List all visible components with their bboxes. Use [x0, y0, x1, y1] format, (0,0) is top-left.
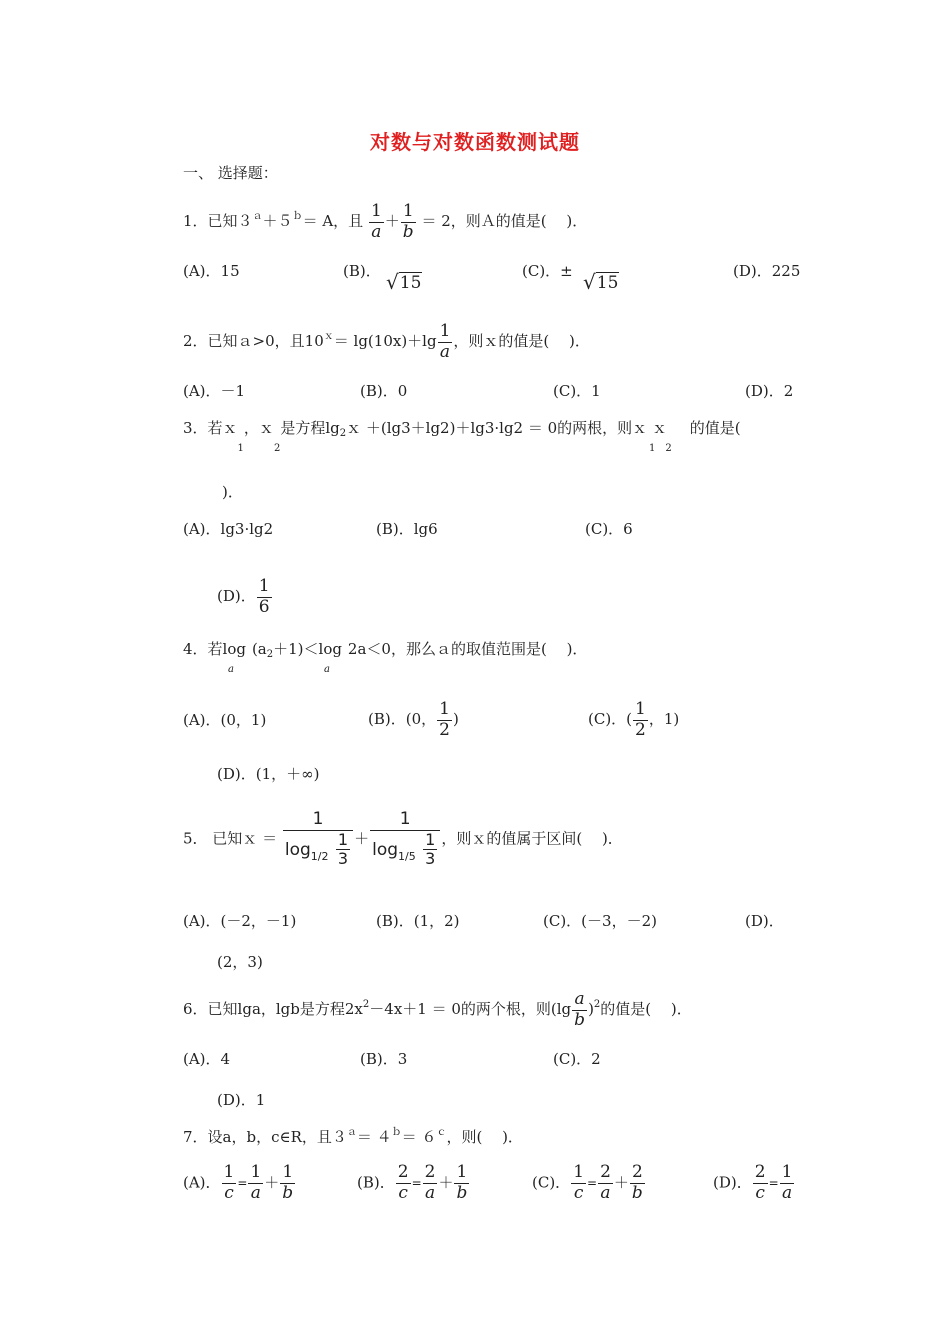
q1-option-b-radical: √15: [386, 270, 422, 294]
question-1: [183, 202, 587, 242]
section-heading: 一、 选择题：: [183, 164, 278, 182]
q5-option-a: (A)．(－2，－1): [183, 912, 297, 930]
q3-option-a: (A)．lg3·lg2: [183, 520, 274, 538]
q4-option-b: (B)．(0， $\frac{1}{2}$ ): [368, 699, 459, 740]
q1-option-b: (B)．: [343, 262, 381, 280]
q1-option-c: (C)．±: [522, 262, 573, 280]
q3-text-cont: )．: [222, 483, 243, 501]
page-title: 对数与对数函数测试题: [370, 130, 580, 154]
q7-option-c: (C)． $\frac{1}{c}$ = $\frac{2}{a}$ ＋ $\frac{2}{b}$: [532, 1162, 643, 1203]
q3-option-b: (B)．lg6: [376, 520, 438, 538]
q1-option-c-radical: √15: [583, 270, 619, 294]
question-6: 6．已知lga，lgb是方程$2x^2-4x+1 = 0$的两个根，则(lg $\frac{a}{b}$ )$^2$的值是( )．: [183, 989, 692, 1030]
q1-option-d: (D)．225: [733, 262, 801, 280]
q1-frac-1b: $\frac{1}{b}$: [402, 201, 414, 242]
q7-option-a: (A)． $\frac{1}{c}$ = $\frac{1}{a}$ ＋ $\frac{1}{b}$: [183, 1162, 294, 1203]
q5-option-d: (D)．: [745, 912, 784, 930]
question-5: 5． 已知ｘ ＝ 1 $\log_{1/2}$ $\frac{1}{3}$ ＋ 1 $\log_{1/5}$ $\frac{1}{3}$ ，则ｘ的值属于区间( )．: [183, 809, 623, 868]
q5-option-c: (C)．(－3，－2): [543, 912, 657, 930]
q2-option-b: (B)．0: [360, 382, 408, 400]
question-4: 4．若$\log_a(a_2+1)<\log_a2a<0$，那么ａ的取值范围是( )．: [183, 640, 588, 675]
q6-option-d: (D)．1: [217, 1091, 266, 1109]
q3-option-c: (C)．6: [585, 520, 633, 538]
q1-exp-b: ｂ: [292, 211, 303, 223]
q1-text-post: ＝ 2，则Ａ的值是( )．: [421, 212, 588, 231]
q6-option-a: (A)．4: [183, 1050, 231, 1068]
q4-option-a: (A)．(0，1): [183, 711, 267, 729]
q7-option-b: (B)． $\frac{2}{c}$ = $\frac{2}{a}$ ＋ $\frac{1}{b}$: [357, 1162, 468, 1203]
q1-text-mid1: ＋５: [262, 212, 293, 231]
q4-option-c: (C)．( $\frac{1}{2}$ ，1): [588, 699, 680, 740]
q7-option-d: (D)． $\frac{2}{c}$ = $\frac{1}{a}$: [713, 1162, 793, 1203]
q1-frac-1a: $\frac{1}{a}$: [370, 201, 382, 242]
q1-option-a: (A)．15: [183, 262, 240, 280]
q2-option-a: (A)．－1: [183, 382, 246, 400]
q1-plus: ＋: [384, 212, 400, 231]
q5-option-d-cont: (2，3): [217, 953, 263, 971]
question-3: 3．若ｘ$_1$，ｘ$_2$是方程$\lg_2x +(\lg 3+\lg 2)+\lg 3\cdot\lg 2 = 0$的两根，则ｘ ｘ$_{1 2}$的值是(: [183, 419, 741, 454]
q1-text-pre: 1．已知３: [183, 212, 253, 231]
q5-option-b: (B)．(1，2): [376, 912, 460, 930]
question-7: 7．设a，b，c∈R，且$3^a= 4^b= 6^c$，则( )．: [183, 1127, 523, 1146]
q2-option-d: (D)．2: [745, 382, 794, 400]
q6-option-c: (C)．2: [553, 1050, 601, 1068]
q1-text-mid2: ＝ A，且: [302, 212, 364, 231]
q2-option-c: (C)．1: [553, 382, 601, 400]
question-2: 2．已知ａ>0，且$10^x= \lg(10x)+\lg$ $\frac{1}{a}$ ，则ｘ的值是( )．: [183, 321, 590, 362]
q6-option-b: (B)．3: [360, 1050, 408, 1068]
q1-exp-a: ａ: [252, 211, 263, 223]
q4-option-d: (D)．(1，＋∞): [217, 765, 320, 783]
q3-option-d: (D)． $\frac{1}{6}$: [217, 576, 270, 617]
